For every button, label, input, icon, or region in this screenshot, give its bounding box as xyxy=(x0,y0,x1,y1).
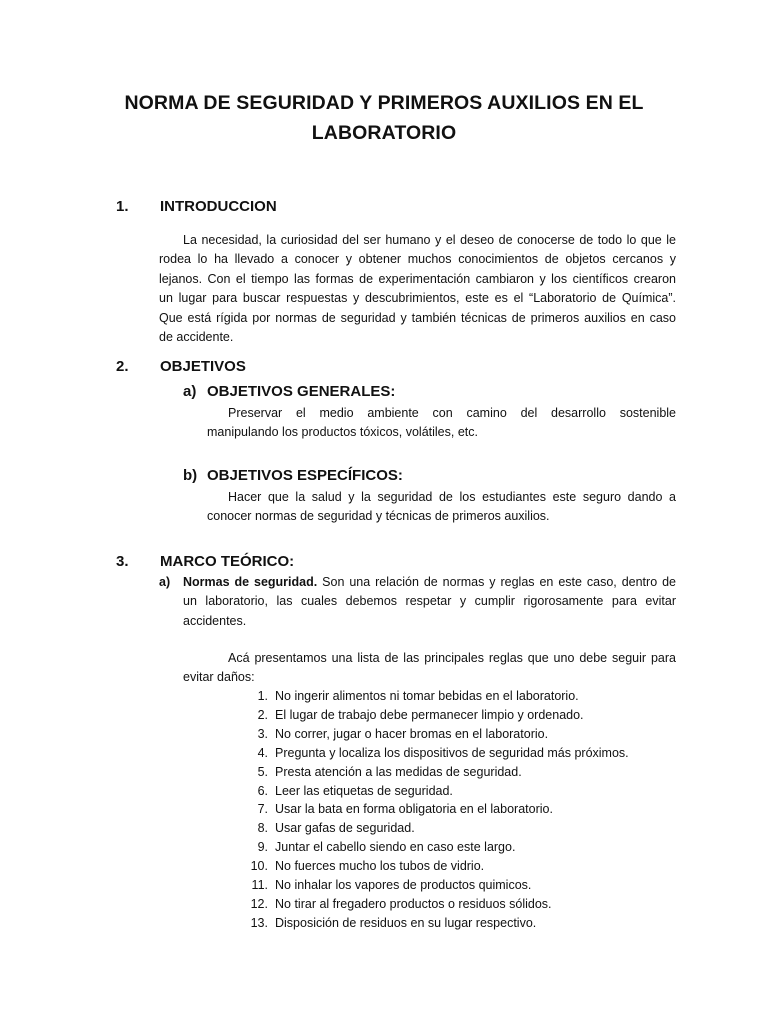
list-item xyxy=(240,725,629,744)
list-item-number: 12. xyxy=(250,896,268,911)
section-number: 2. xyxy=(116,358,129,375)
paragraph-line: evitar daños: xyxy=(183,670,255,685)
item-letter-a: a) xyxy=(159,575,171,589)
list-item xyxy=(240,782,629,801)
objetivos-generales-paragraph xyxy=(207,404,676,443)
normas-seguridad-lead: Normas de seguridad. xyxy=(183,575,318,589)
section-title: MARCO TEÓRICO: xyxy=(160,553,295,570)
paragraph-line: conocer normas de seguridad y técnicas de primeros auxilios. xyxy=(207,509,550,524)
list-item xyxy=(240,819,629,838)
list-item-number: 8. xyxy=(257,821,268,836)
subsection-title: OBJETIVOS GENERALES: xyxy=(207,383,396,400)
document-title xyxy=(100,88,668,148)
list-item-text: Usar gafas de seguridad. xyxy=(275,821,415,836)
list-item-number: 6. xyxy=(257,783,268,798)
list-item xyxy=(240,895,629,914)
list-item-text: Usar la bata en forma obligatoria en el laboratorio. xyxy=(275,802,553,817)
list-item-text: Pregunta y localiza los dispositivos de seguridad más próximos. xyxy=(275,745,629,760)
list-item-text: Disposición de residuos en su lugar respectivo. xyxy=(275,915,537,930)
paragraph-line: Acá presentamos una lista de las principales reglas que uno debe seguir para xyxy=(228,651,676,665)
list-item xyxy=(240,800,629,819)
intro-line: lejanos. Con el tiempo las formas de experimentación cambiaron y los científicos crearon xyxy=(159,271,676,286)
section-heading-introduccion xyxy=(116,197,277,217)
section-heading-objetivos xyxy=(116,357,246,377)
subsection-letter: b) xyxy=(183,467,198,484)
list-item-text: No ingerir alimentos ni tomar bebidas en el laboratorio. xyxy=(275,689,579,703)
list-item-text: No tirar al fregadero productos o residuos sólidos. xyxy=(275,896,552,911)
paragraph-line xyxy=(183,573,676,592)
paragraph-line: Preservar el medio ambiente con camino del desarrollo sostenible xyxy=(228,406,676,420)
list-item xyxy=(240,744,629,763)
intro-line: un lugar para buscar respuestas y descubrimientos, este es el “Laboratorio de Química”. xyxy=(159,291,676,306)
title-line-2: LABORATORIO xyxy=(311,122,457,144)
paragraph-line: un laboratorio, las cuales debemos respetar y cumplir rigorosamente para evitar xyxy=(183,594,676,609)
intro-line: La necesidad, la curiosidad del ser humano y el deseo de conocerse de todo lo que le xyxy=(183,233,676,247)
subsection-title: OBJETIVOS ESPECÍFICOS: xyxy=(207,467,403,484)
list-item-number: 3. xyxy=(257,726,268,741)
subsection-letter: a) xyxy=(183,383,197,400)
list-item xyxy=(240,857,629,876)
list-item-number: 10. xyxy=(250,859,268,874)
list-item-number: 4. xyxy=(257,745,268,760)
section-title: INTRODUCCION xyxy=(160,198,277,215)
list-item-number: 2. xyxy=(257,707,268,722)
list-item-number: 5. xyxy=(257,764,268,779)
list-item-text: Presta atención a las medidas de seguridad. xyxy=(275,764,522,779)
list-intro-paragraph xyxy=(183,649,676,688)
title-line-1: NORMA DE SEGURIDAD Y PRIMEROS AUXILIOS EN EL xyxy=(124,92,644,114)
section-number: 1. xyxy=(116,198,129,215)
section-heading-marco-teorico xyxy=(116,552,294,572)
list-item-text: No fuerces mucho los tubos de vidrio. xyxy=(275,859,485,874)
list-item xyxy=(240,763,629,782)
list-item xyxy=(240,838,629,857)
paragraph-line: accidentes. xyxy=(183,613,247,628)
section-number: 3. xyxy=(116,553,129,570)
list-item-number: 9. xyxy=(257,840,268,855)
safety-rules-list xyxy=(240,687,629,933)
intro-paragraph xyxy=(159,231,676,347)
intro-line: de accidente. xyxy=(159,330,234,345)
list-item-text: Juntar el cabello siendo en caso este largo. xyxy=(275,840,516,855)
list-item xyxy=(240,687,629,706)
normas-seguridad-line-rest: Son una relación de normas y reglas en este caso, dentro de xyxy=(317,575,676,589)
list-item-text: No inhalar los vapores de productos quimicos. xyxy=(275,878,532,893)
normas-seguridad-paragraph xyxy=(183,573,676,631)
intro-line: rodea lo ha llevado a conocer y obtener muchos conocimientos de objetos cercanos y xyxy=(159,252,676,267)
list-item-text: El lugar de trabajo debe permanecer limpio y ordenado. xyxy=(275,707,584,722)
list-item-text: No correr, jugar o hacer bromas en el laboratorio. xyxy=(275,726,549,741)
list-item-number: 1. xyxy=(257,689,268,703)
list-item-number: 11. xyxy=(251,878,268,893)
intro-line: Que está rígida por normas de seguridad y también técnicas de primeros auxilios en caso xyxy=(159,310,676,325)
list-item-text: Leer las etiquetas de seguridad. xyxy=(275,783,453,798)
subheading-objetivos-generales xyxy=(183,382,395,402)
list-item-number: 7. xyxy=(257,802,268,817)
list-item xyxy=(240,706,629,725)
objetivos-especificos-paragraph xyxy=(207,488,676,527)
list-item xyxy=(240,876,629,895)
list-item xyxy=(240,914,629,933)
paragraph-line: Hacer que la salud y la seguridad de los estudiantes este seguro dando a xyxy=(228,490,676,504)
section-title: OBJETIVOS xyxy=(160,358,246,375)
list-item-number: 13. xyxy=(250,915,268,930)
subheading-objetivos-especificos xyxy=(183,466,403,486)
paragraph-line: manipulando los productos tóxicos, volátiles, etc. xyxy=(207,425,478,440)
